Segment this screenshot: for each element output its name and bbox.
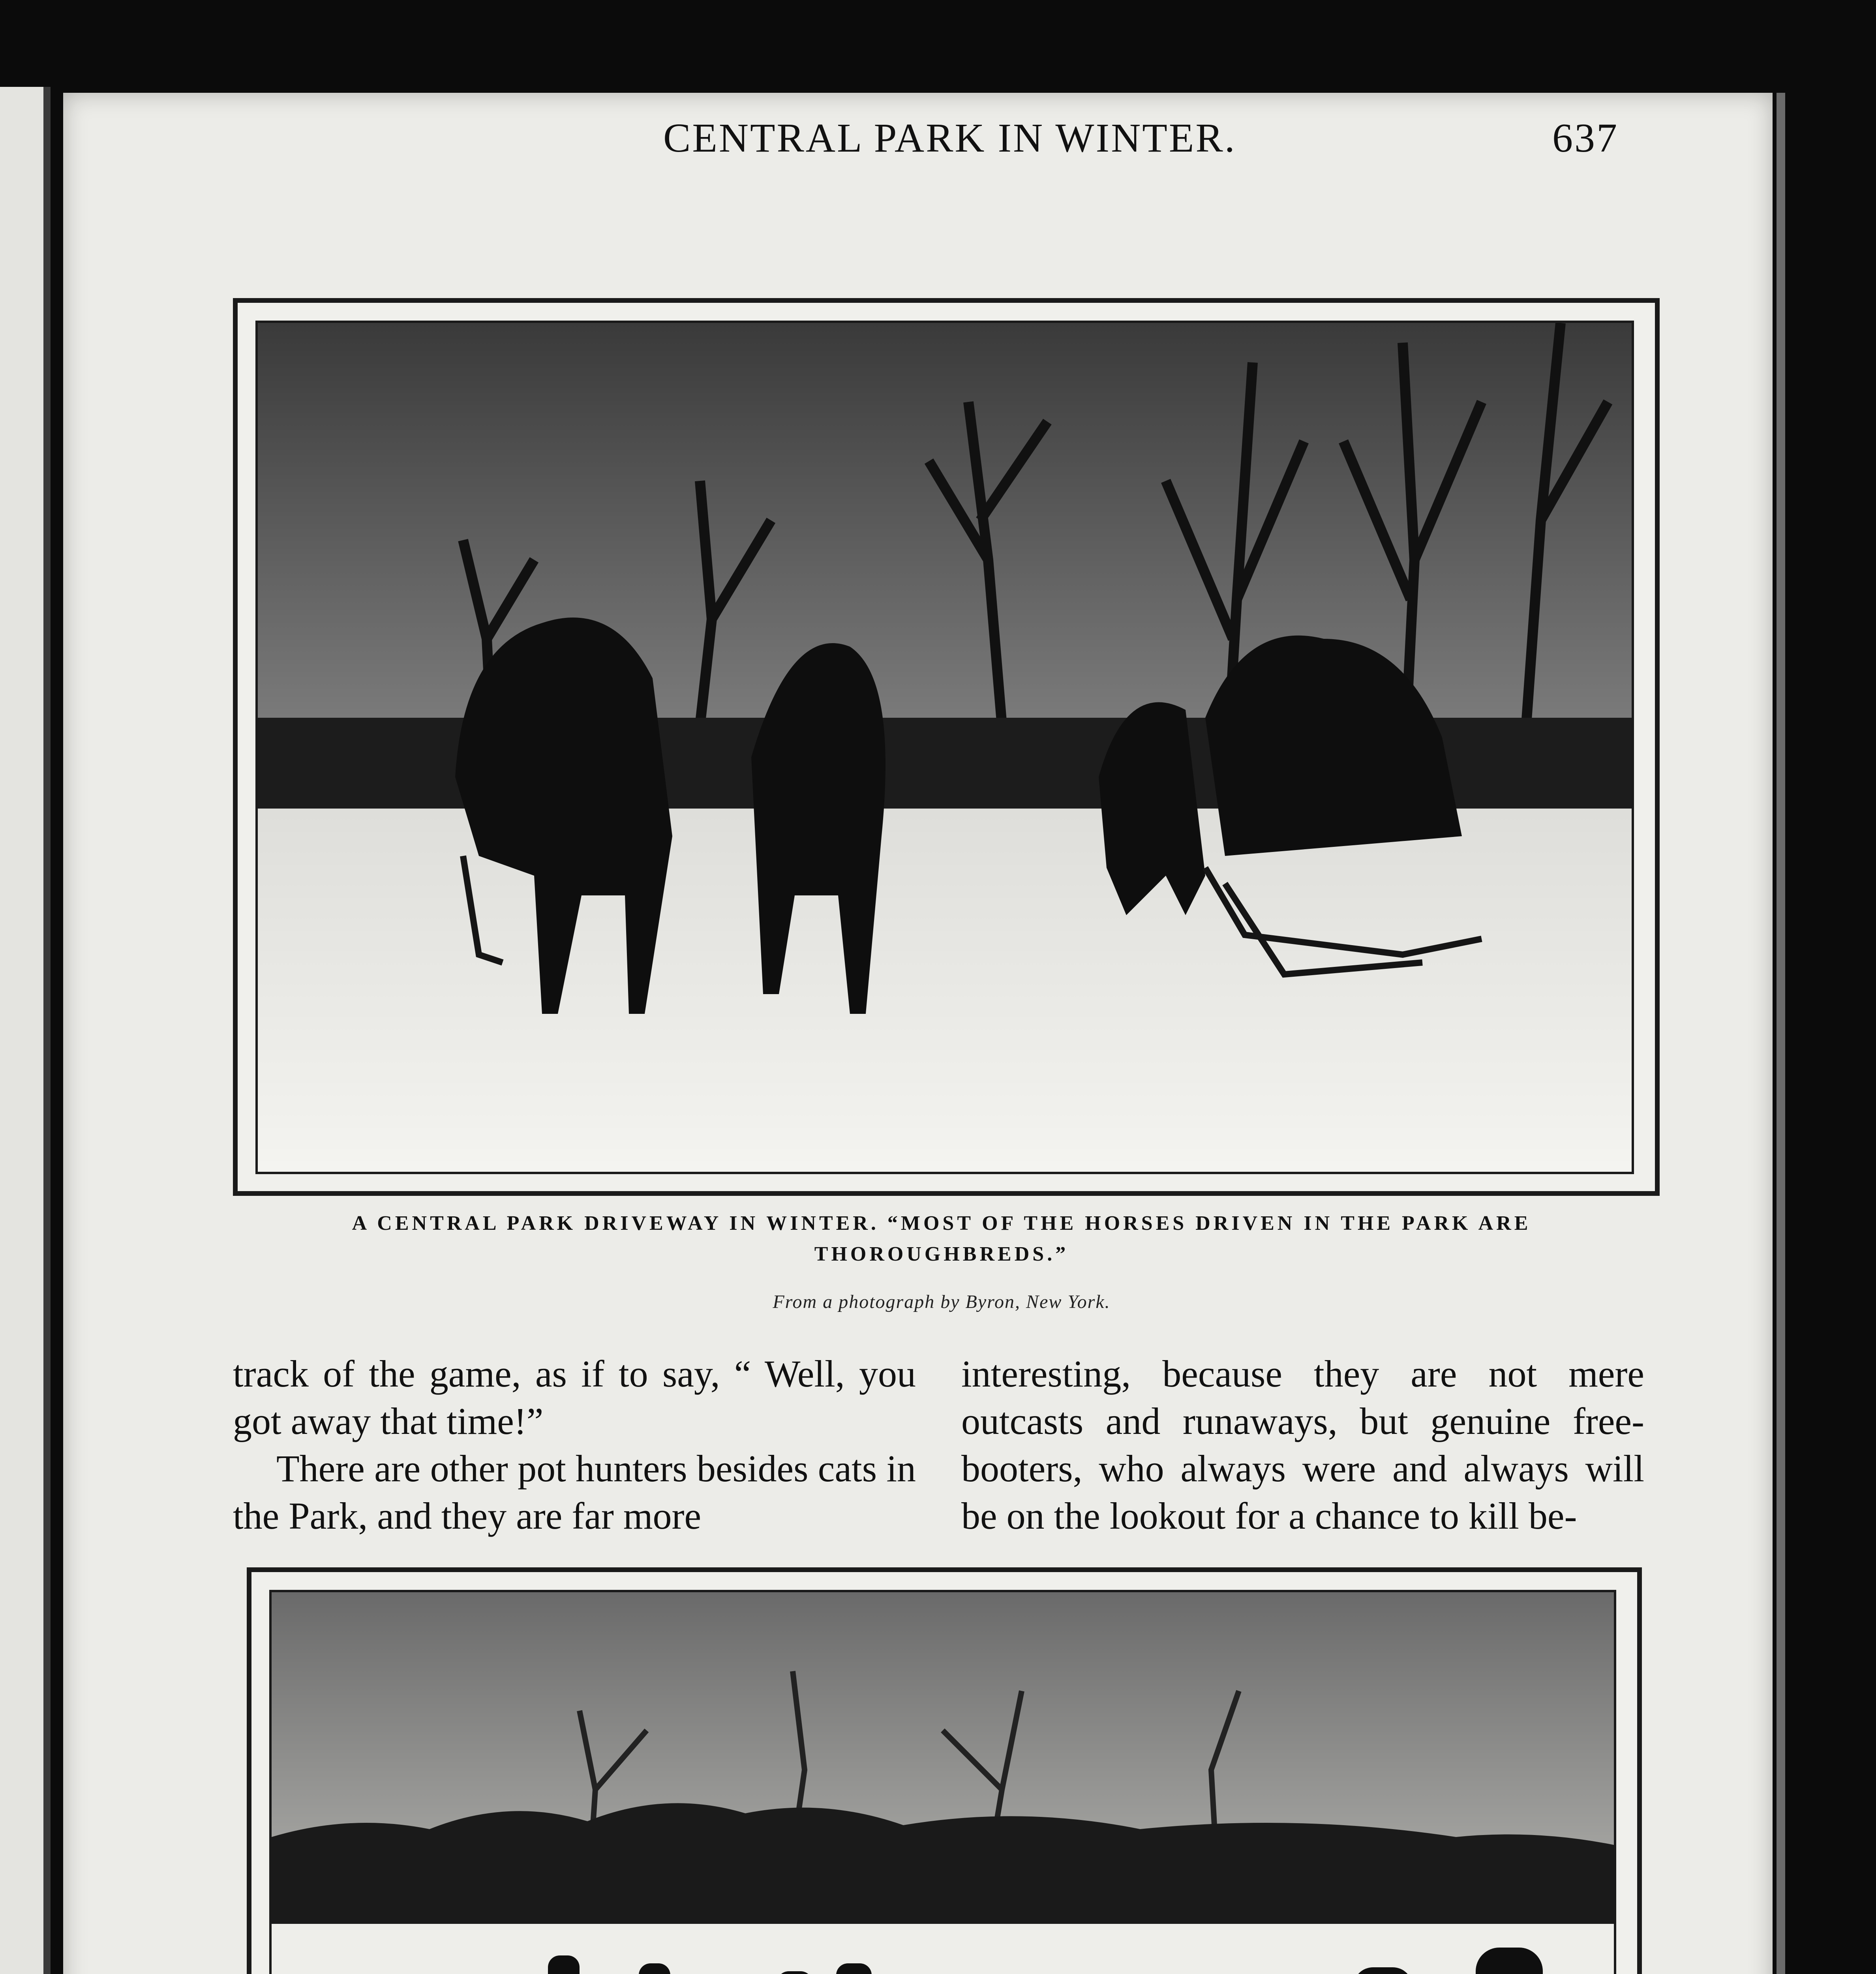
credit-top: From a photograph by Byron, New York. — [773, 1291, 1111, 1312]
running-title: CENTRAL PARK IN WINTER. — [663, 115, 1236, 161]
caption-top-line2: THOROUGHBREDS.” — [814, 1243, 1069, 1265]
photo-frame-sleighs — [233, 298, 1660, 1196]
caption-top-line1: A CENTRAL PARK DRIVEWAY IN WINTER. “MOST OF THE HORSES DRIVEN IN THE PARK ARE — [352, 1212, 1531, 1235]
page-edge — [1777, 93, 1785, 1974]
left-paragraph-2: There are other pot hunters besides cats in the Park, and they are far more — [233, 1447, 916, 1537]
facing-page-edge — [0, 87, 51, 1974]
photo-frame-curling — [247, 1567, 1642, 1974]
text-column-right — [961, 1350, 1644, 1540]
right-paragraph-1: interesting, because they are not mere outcasts and runaways, but genuine free-booters, who always were and always will be on the lookout for a chance to kill be- — [961, 1353, 1644, 1537]
text-column-left — [233, 1350, 916, 1540]
photo-sleighs — [255, 321, 1634, 1174]
page-number: 637 — [1552, 115, 1619, 161]
left-paragraph-1: track of the game, as if to say, “ Well, you got away that time!” — [233, 1353, 916, 1442]
photo-curling — [269, 1590, 1616, 1974]
caption-top — [221, 1208, 1662, 1270]
